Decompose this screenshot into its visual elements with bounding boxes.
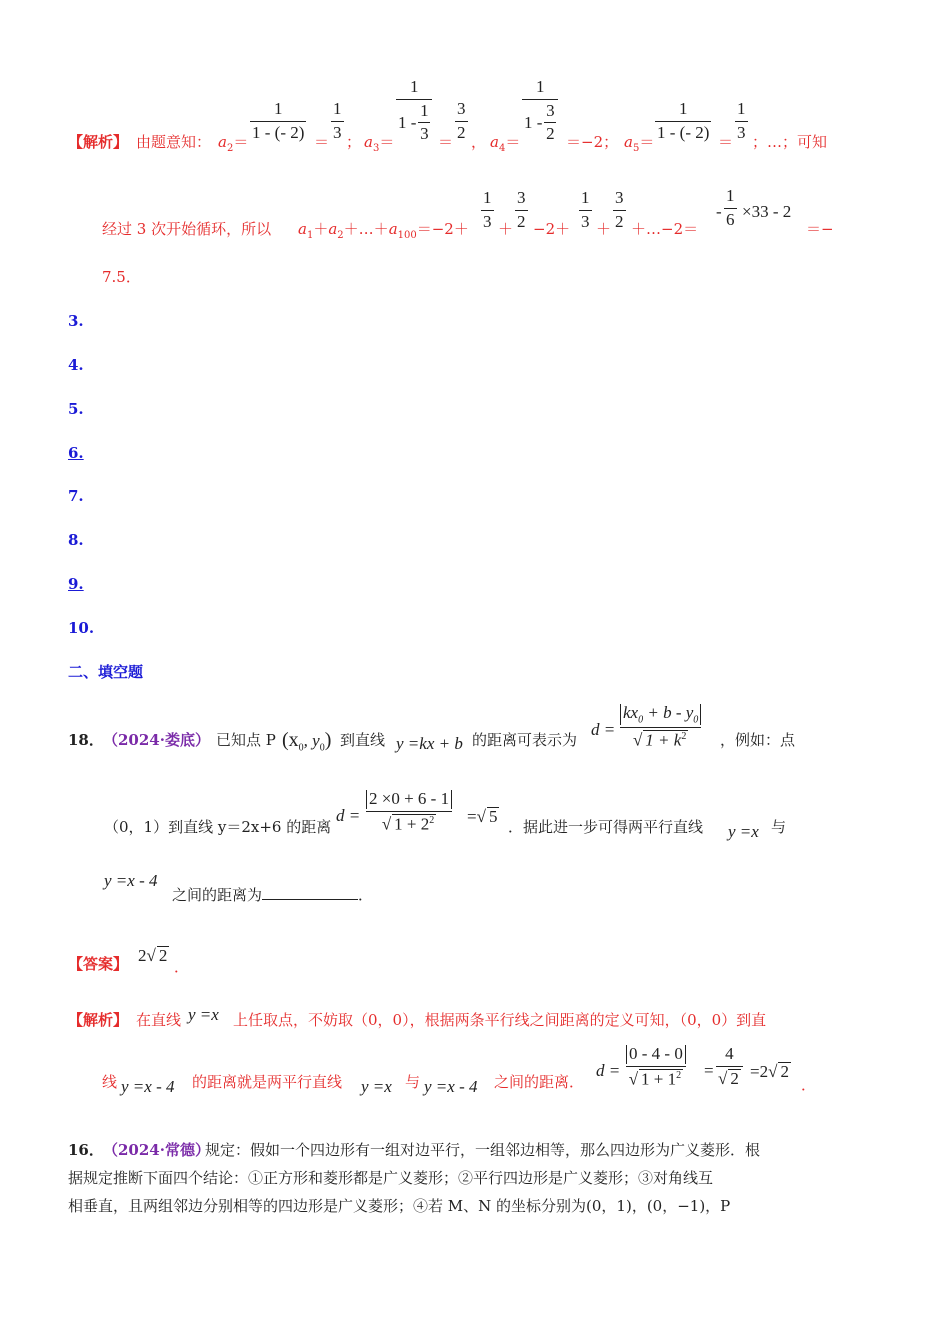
fraction-one-third: 1 3	[483, 188, 492, 231]
list-item: 8.	[68, 531, 84, 549]
semicolon: ；	[346, 133, 362, 151]
answer-value: 2√ 2	[138, 946, 168, 965]
plus: ＋	[596, 220, 612, 238]
question-source: （2024·娄底）	[103, 731, 210, 749]
fraction-three-halves: 3 2	[615, 188, 624, 231]
line-y-eq-x-minus-4: y =x - 4	[104, 871, 158, 890]
question-text: 的距离可表示为	[472, 731, 578, 749]
answer-dot: ．	[174, 958, 190, 976]
list-item: 3.	[68, 312, 84, 330]
distance-symbol: d =	[596, 1061, 621, 1080]
result-value: 7.5．	[102, 268, 141, 286]
fraction-three-halves: 3 2	[457, 99, 466, 142]
question-source: （2024·常德）	[103, 1141, 210, 1159]
analysis-label: 【解析】	[68, 133, 129, 151]
fraction-a3: 1 1 - 1 3	[396, 78, 432, 144]
fraction-one-sixth: 1 6	[726, 186, 735, 229]
question-text: ．据此进一步可得两平行直线	[508, 818, 704, 836]
line-y-eq-x: y =x	[361, 1077, 392, 1096]
times-expression: ×33 - 2	[742, 202, 792, 221]
minus-two-plus: −2＋	[533, 220, 571, 238]
fraction-one-third: 1 3	[333, 99, 342, 142]
analysis-label: 【解析】	[68, 1011, 129, 1029]
analysis-text: 线	[102, 1073, 118, 1091]
question-text: 相垂直，且两组邻边分别相等的四边形是广义菱形；④若 M、N 的坐标分别为(0，1)，(0，−1)，P	[68, 1197, 731, 1215]
answer-label: 【答案】	[68, 955, 129, 973]
question-number: 18．	[68, 731, 104, 749]
distance-calc: 0 - 4 - 0 √ $1 + 1^2$	[626, 1045, 686, 1089]
list-item: 6.	[68, 444, 84, 462]
neg-two: ＝−2；	[566, 133, 619, 151]
line-y-eq-x: y =x	[728, 822, 759, 841]
analysis-text: 上任取点，不妨取（0，0），根据两条平行线之间距离的定义可知，（0，0）到直	[233, 1011, 767, 1029]
analysis-intro: 由题意知：	[136, 133, 212, 151]
sum-expression: $a_1+a_2+\dots+a_{100}=-2+$	[298, 220, 469, 241]
big-minus: -	[716, 202, 722, 221]
analysis-text: 的距离就是两平行直线	[192, 1073, 343, 1091]
distance-symbol: d =	[336, 806, 361, 825]
fraction-a2: 1 1 - (- 2)	[252, 99, 305, 142]
plus: ＋	[498, 220, 514, 238]
line-y-eq-x-minus-4: y =x - 4	[121, 1077, 175, 1096]
question-text: 规定：假如一个四边形有一组对边平行，一组邻边相等，那么四边形为广义菱形．根	[205, 1141, 761, 1159]
question-text: 已知点 P	[216, 731, 276, 749]
fraction-three-halves: 3 2	[517, 188, 526, 231]
analysis-text: 在直线	[136, 1011, 182, 1029]
question-text: 到直线	[340, 731, 386, 749]
section-title: 二、填空题	[68, 663, 144, 681]
distance-formula: $kx_0 + b - y_0$ √ $1 + k^2$	[620, 704, 701, 751]
question-number: 16．	[68, 1141, 104, 1159]
comma: ，	[471, 133, 487, 151]
term-a3: $a_3=$	[364, 133, 395, 154]
fraction-one-third: 1 3	[737, 99, 746, 142]
line-equation: y =kx + b	[396, 734, 463, 753]
question-text: 与	[771, 818, 787, 836]
tail-text: ；…；可知	[752, 133, 828, 151]
list-item: 9.	[68, 575, 84, 593]
distance-symbol: d =	[591, 720, 616, 739]
final-result: =2√ 2	[750, 1062, 789, 1081]
fraction-a4: 1 1 - 3 2	[522, 78, 558, 144]
list-item: 5.	[68, 400, 84, 418]
fraction-a5: 1 1 - (- 2)	[657, 99, 710, 142]
term-a5: $a_5=$	[624, 133, 655, 154]
fraction-four-over-root-two: 4 √ 2	[716, 1045, 743, 1088]
sqrt-five: =√ 5	[467, 807, 498, 826]
question-text: （0，1）到直线 y＝2x+6 的距离	[104, 818, 332, 836]
eq-sign: ＝	[718, 133, 734, 151]
analysis-text: 之间的距离．	[494, 1073, 585, 1091]
eq-sign: =	[704, 1061, 714, 1080]
point-p: ($x_0$, $y_0$)	[282, 729, 332, 754]
question-text: 据规定推断下面四个结论：①正方形和菱形都是广义菱形；②平行四边形是广义菱形；③对角线互	[68, 1169, 714, 1187]
list-item: 10.	[68, 619, 95, 637]
fraction-one-third: 1 3	[581, 188, 590, 231]
list-item: 4.	[68, 356, 84, 374]
eq-neg: ＝−	[806, 220, 834, 238]
analysis-text: 与	[405, 1073, 421, 1091]
term-a4: $a_4=$	[490, 133, 521, 154]
term-a2: $a_2=$	[218, 133, 249, 154]
line-y-eq-x: y =x	[188, 1005, 219, 1024]
question-text-blank: 之间的距离为 ．	[172, 886, 374, 904]
distance-example: 2 ×0 + 6 - 1 √ $1 + 2^2$	[366, 790, 452, 834]
line2-text: 经过 3 次开始循环，所以	[102, 220, 272, 238]
eq-sign: ＝	[314, 133, 330, 151]
eq-sign: ＝	[438, 133, 454, 151]
list-item: 7.	[68, 487, 84, 505]
question-text: ，例如：点	[720, 731, 796, 749]
analysis-dot: ．	[801, 1076, 817, 1094]
plus-dots: ＋…−2＝	[631, 220, 699, 238]
line-y-eq-x-minus-4: y =x - 4	[424, 1077, 478, 1096]
